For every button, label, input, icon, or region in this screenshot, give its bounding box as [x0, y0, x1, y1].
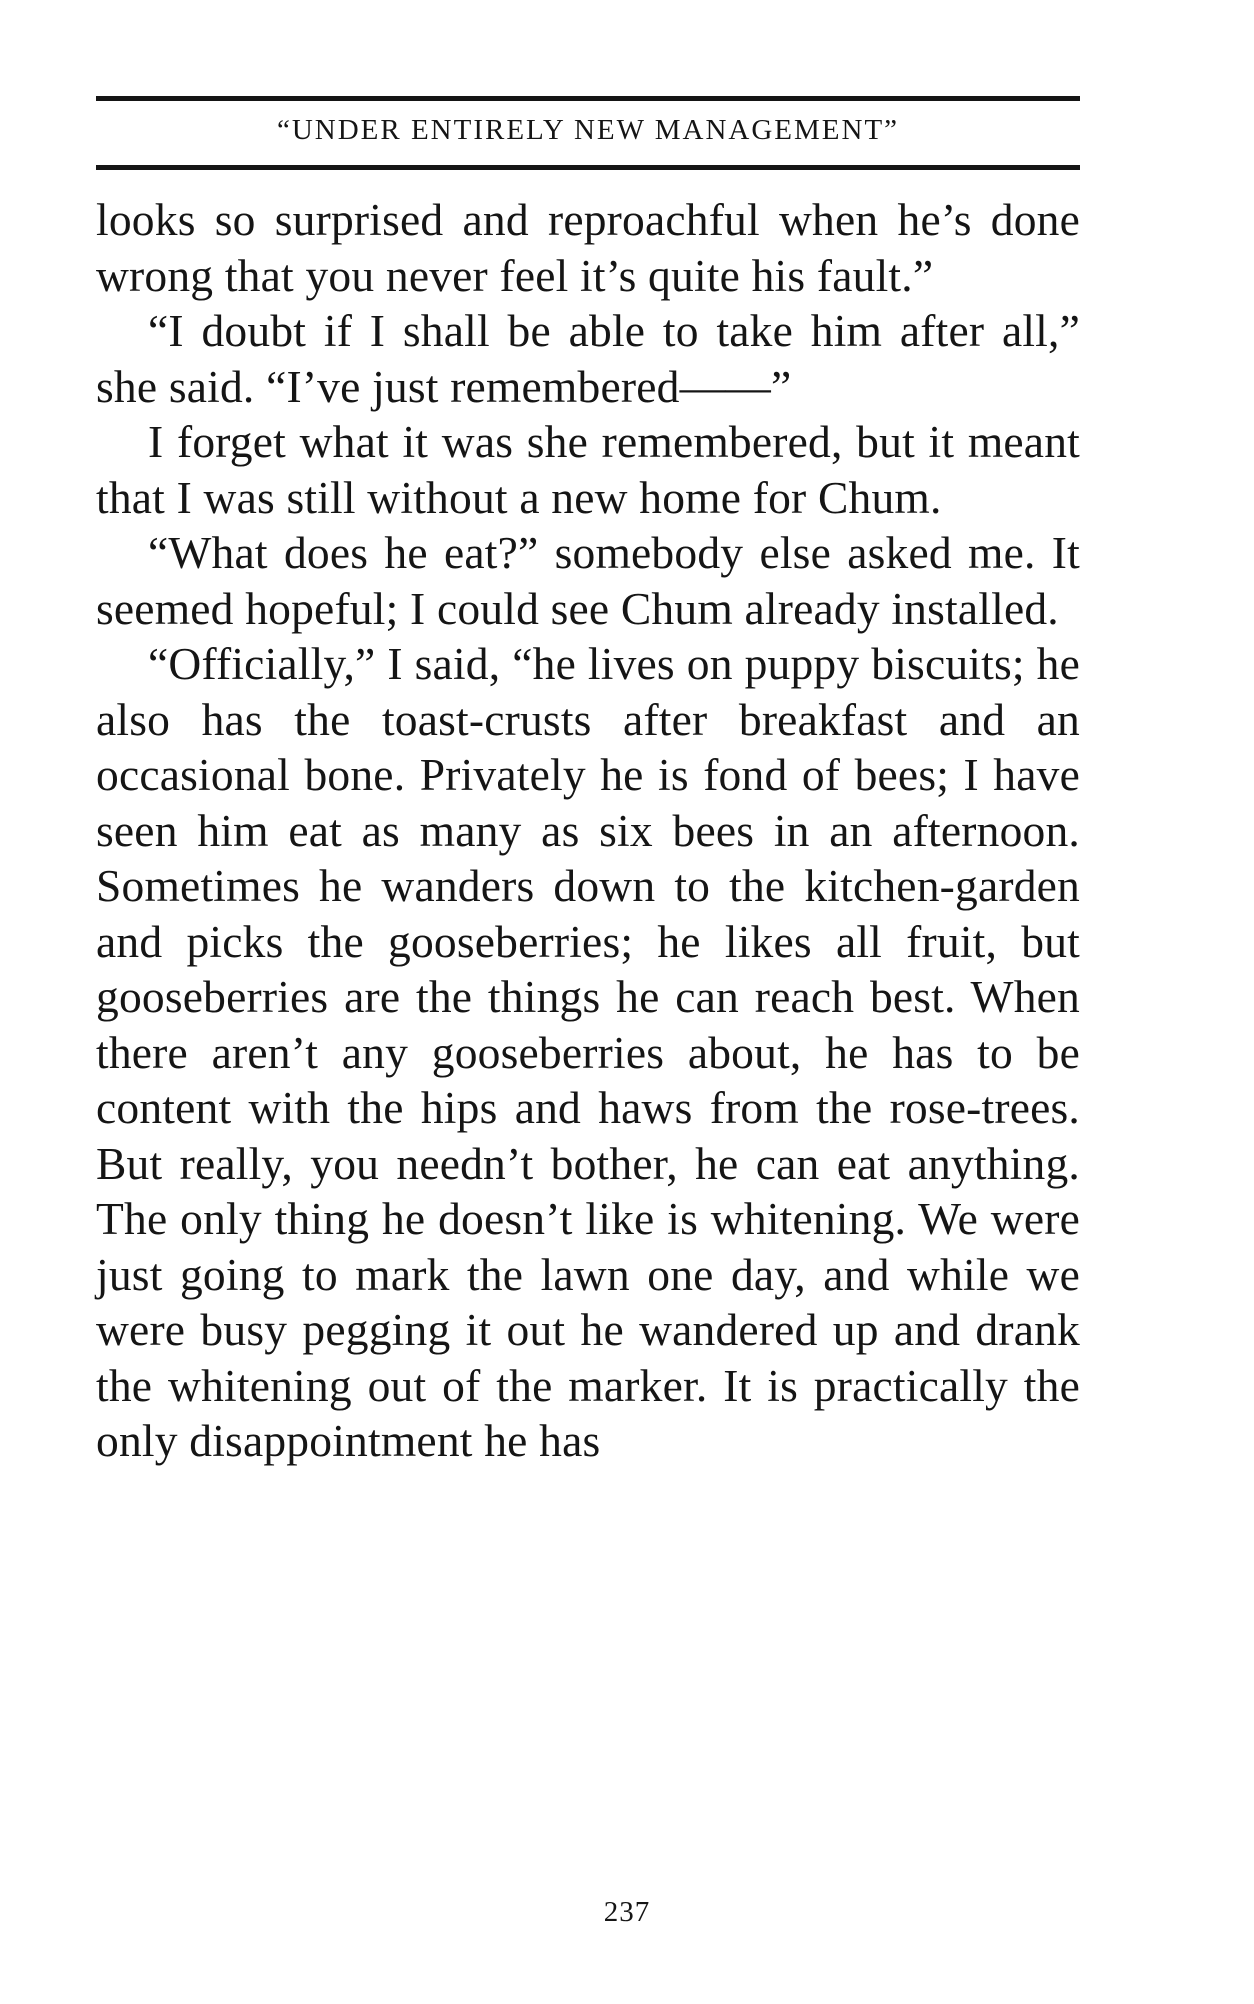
paragraph: “I doubt if I shall be able to take him after all,” she said. “I’ve just remembered——” — [96, 305, 1080, 412]
header-rule-bottom — [96, 165, 1080, 170]
running-head: “UNDER ENTIRELY NEW MANAGEMENT” — [276, 114, 900, 146]
book-page — [96, 96, 1080, 1469]
page-number: 237 — [603, 1896, 651, 1928]
paragraph-continued: looks so surprised and reproachful when he’s done wrong that you never feel it’s quite his fault.” — [96, 194, 1080, 301]
paragraph: I forget what it was she remembered, but it meant that I was still without a new home for Chum. — [96, 416, 1080, 523]
paragraph: “What does he eat?” somebody else asked me. It seemed hopeful; I could see Chum already installed. — [96, 527, 1080, 634]
paragraph: “Officially,” I said, “he lives on puppy biscuits; he also has the toast-crusts after breakfast and an occasional bone. Privately he is fond of bees; I have seen him eat as many as six bees in an afternoon. Sometimes he wanders down to the kitchen-garden and picks the gooseberries; he likes all fruit, but gooseberries are the things he can reach best. When there aren’t any gooseberries about, he has to be content with the hips and haws from the rose-trees. But really, you needn’t bother, he can eat anything. The only thing he doesn’t like is whitening. We were just going to mark the lawn one day, and while we were busy pegging it out he wandered up and drank the whitening out of the marker. It is practically the only disappointment he has — [96, 638, 1080, 1466]
body-text — [96, 192, 1080, 1469]
